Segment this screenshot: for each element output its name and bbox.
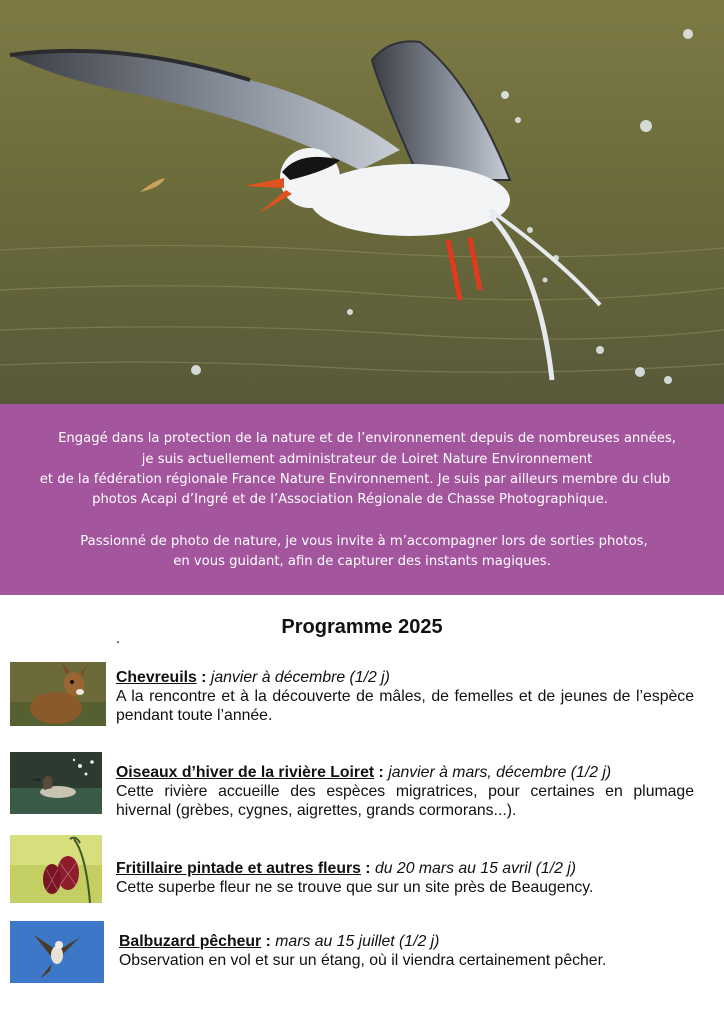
item-sep: :	[196, 669, 211, 686]
roe-deer-thumbnail	[10, 662, 106, 726]
item-name: Balbuzard pêcheur	[119, 933, 262, 950]
intro-band	[0, 404, 724, 595]
item-name: Oiseaux d’hiver de la rivière Loiret	[116, 764, 375, 781]
osprey-thumbnail	[10, 921, 104, 983]
item-text	[119, 932, 695, 970]
fritillary-thumbnail	[10, 835, 102, 903]
item-sep: :	[261, 933, 276, 950]
item-dates: mars au 15 juillet (1/2 j)	[275, 933, 440, 950]
item-sep: :	[374, 764, 389, 781]
item-text	[116, 763, 694, 820]
item-description: Cette superbe fleur ne se trouve que sur un site près de Beaugency.	[116, 879, 594, 896]
intro-line-6: en vous guidant, afin de capturer des instants magiques.	[173, 554, 551, 569]
intro-line-3: et de la fédération régionale France Nature Environnement. Je suis par ailleurs membre du club	[39, 472, 671, 487]
item-description: A la rencontre et à la découverte de mâles, de femelles et de jeunes de l’espèce pendant toute l’année.	[116, 688, 694, 724]
hero-photo	[0, 0, 724, 404]
programme-title: Programme 2025	[281, 616, 443, 638]
item-dates: janvier à mars, décembre (1/2 j)	[388, 764, 612, 781]
item-name: Chevreuils	[116, 669, 197, 686]
intro-line-5: Passionné de photo de nature, je vous invite à m’accompagner lors de sorties photos,	[80, 534, 648, 549]
intro-line-4: photos Acapi d’Ingré et de l’Association Régionale de Chasse Photographique.	[92, 492, 608, 507]
item-description: Observation en vol et sur un étang, où il viendra certainement pêcher.	[119, 952, 607, 969]
grebe-thumbnail	[10, 752, 102, 814]
tern-illustration	[0, 0, 724, 404]
item-text	[116, 859, 694, 897]
item-text	[116, 668, 694, 725]
item-dates: janvier à décembre (1/2 j)	[210, 669, 390, 686]
item-sep: :	[360, 860, 375, 877]
item-dates: du 20 mars au 15 avril (1/2 j)	[374, 860, 577, 877]
stray-dot: .	[116, 630, 121, 647]
intro-line-2: je suis actuellement administrateur de Loiret Nature Environnement	[141, 452, 593, 467]
item-name: Fritillaire pintade et autres fleurs	[116, 860, 361, 877]
item-description: Cette rivière accueille des espèces migratrices, pour certaines en plumage hivernal (grèbes, cygnes, aigrettes, grands cormorans...).	[116, 783, 694, 819]
intro-line-1: Engagé dans la protection de la nature et de l’environnement depuis de nombreuses années,	[58, 431, 676, 446]
